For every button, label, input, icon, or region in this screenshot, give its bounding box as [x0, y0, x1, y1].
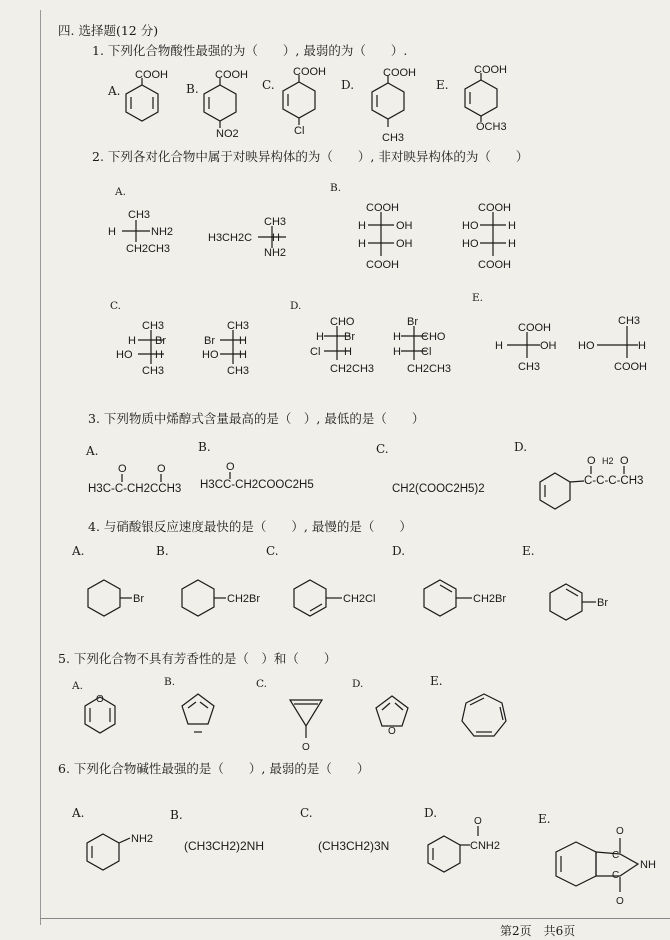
q2-d2-left-2: H — [393, 346, 401, 358]
q4-sub-c: CH2Cl — [343, 593, 376, 605]
svg-text:O: O — [616, 826, 624, 837]
q3-option-b: B. — [198, 440, 211, 454]
q2-e2-left: HO — [578, 340, 595, 352]
q2-option-e: E. — [472, 292, 484, 304]
q2-option-d: D. — [290, 300, 302, 312]
q5-cyclopropenone-ring — [290, 700, 322, 738]
question-2-text: 2. 下列各对化合物中属于对映异构体的为（ ）, 非对映异构体的为（ ） — [92, 149, 529, 164]
q2-d1-right-1: Br — [344, 331, 355, 343]
question-3-text: 3. 下列物质中烯醇式含量最高的是（ ）, 最低的是（ ） — [88, 411, 425, 426]
q6-phthalimide — [556, 838, 638, 892]
q2-e1-bottom: CH3 — [518, 361, 541, 373]
q6-formula-a: NH2 — [131, 833, 154, 845]
q2-b2-left-2: HO — [462, 238, 479, 250]
svg-text:O: O — [620, 455, 629, 467]
q3-benzene-ring — [540, 473, 584, 509]
q2-e2-bottom: COOH — [614, 361, 647, 373]
q1-option-b: B. — [186, 82, 199, 96]
q1-a-sub: COOH — [135, 69, 168, 81]
q4-sub-d: CH2Br — [473, 593, 507, 605]
svg-text:C: C — [612, 850, 620, 861]
q2-b2-right-2: H — [508, 238, 516, 250]
q2-e2-fischer — [597, 326, 638, 358]
svg-text:O: O — [226, 461, 235, 473]
q2-option-c: C. — [110, 300, 121, 312]
q2-c1-bottom: CH3 — [142, 365, 165, 377]
q3-option-a: A. — [86, 444, 99, 458]
q2-e2-right: H — [638, 340, 646, 352]
q6-formula-c: (CH3CH2)3N — [318, 839, 390, 853]
svg-text:H2: H2 — [602, 456, 614, 466]
q1-ring-a — [126, 78, 158, 121]
svg-text:O: O — [388, 726, 396, 737]
q1-c-sub-top: COOH — [293, 66, 326, 78]
q2-c2-bottom: CH3 — [227, 365, 250, 377]
q1-b-sub-top: COOH — [215, 69, 248, 81]
q5-cyclopentadienide-ring — [182, 694, 214, 732]
q2-c2-right-1: H — [239, 335, 247, 347]
q5-option-d: D. — [352, 678, 364, 690]
q2-b1-left-2: H — [358, 238, 366, 250]
q2-b1-fischer — [368, 212, 394, 256]
q2-d1-top: CHO — [330, 316, 355, 328]
q2-b1-right-2: OH — [396, 238, 413, 250]
q2-b2-fischer — [480, 212, 506, 256]
q2-a2-left: H3CH2C — [208, 232, 253, 244]
q2-e1-left: H — [495, 340, 503, 352]
q6-option-e: E. — [538, 812, 551, 826]
q2-b2-left-1: HO — [462, 220, 479, 232]
svg-text:O: O — [157, 463, 166, 475]
q2-b1-bottom: COOH — [366, 259, 399, 271]
q6-formula-b: (CH3CH2)2NH — [184, 839, 265, 853]
q2-d2-right-2: Cl — [421, 346, 432, 358]
q2-c2-left-2: HO — [202, 349, 219, 361]
svg-text:O: O — [118, 463, 127, 475]
q6-option-d: D. — [424, 806, 438, 820]
q4-sub-b: CH2Br — [227, 593, 261, 605]
q2-c1-left-2: HO — [116, 349, 133, 361]
q5-option-b: B. — [164, 676, 176, 688]
q3-formula-a: H3C-C-CH2CCH3 — [88, 483, 182, 495]
q3-option-c: C. — [376, 442, 389, 456]
q2-d1-right-2: H — [344, 346, 352, 358]
q1-option-e: E. — [436, 78, 449, 92]
svg-text:C: C — [612, 870, 620, 881]
page-number: 第2页 共6页 — [500, 924, 576, 938]
q5-cycloheptatriene-ring — [462, 694, 506, 736]
svg-text:O: O — [474, 816, 482, 827]
q1-e-sub-top: COOH — [474, 64, 507, 76]
q3-formula-b: H3CC-CH2COOC2H5 — [200, 479, 314, 491]
svg-text:O: O — [96, 694, 104, 705]
q5-furan-ring — [376, 696, 408, 726]
question-6-text: 6. 下列化合物碱性最强的是（ ）, 最弱的是（ ） — [58, 761, 370, 776]
q5-option-a: A. — [72, 680, 83, 692]
q2-b1-top: COOH — [366, 202, 399, 214]
q2-c1-top: CH3 — [142, 320, 165, 332]
q1-d-sub-top: COOH — [383, 67, 416, 79]
q1-option-d: D. — [341, 78, 355, 92]
question-4-text: 4. 与硝酸银反应速度最快的是（ ）, 最慢的是（ ） — [88, 519, 412, 534]
q2-a1-right: NH2 — [151, 226, 174, 238]
q2-d1-left-2: Cl — [310, 346, 321, 358]
q3-carbonyl-marks — [118, 455, 629, 482]
q4-ring-a — [88, 580, 132, 616]
q2-c1-left-1: H — [128, 335, 136, 347]
q2-a1-bottom: CH2CH3 — [126, 243, 171, 255]
q1-b-sub-bottom: NO2 — [216, 128, 239, 140]
svg-text:O: O — [302, 742, 310, 753]
q1-ring-e — [465, 73, 497, 122]
q2-c1-right-1: Br — [155, 335, 166, 347]
q4-sub-e: Br — [597, 597, 608, 609]
q2-e1-fischer — [507, 332, 540, 358]
q4-option-e: E. — [522, 544, 535, 558]
q2-c2-left-1: Br — [204, 335, 215, 347]
q2-a1-top: CH3 — [128, 209, 151, 221]
q2-a1-left: H — [108, 226, 116, 238]
q4-ring-d — [424, 580, 472, 616]
q2-c1-right-2: H — [155, 349, 163, 361]
q2-b2-right-1: H — [508, 220, 516, 232]
q1-ring-d — [372, 76, 404, 127]
q2-d2-top: Br — [407, 316, 418, 328]
q5-option-e: E. — [430, 674, 443, 688]
q4-option-b: B. — [156, 544, 169, 558]
q2-a2-right: H — [272, 232, 280, 244]
q4-option-c: C. — [266, 544, 279, 558]
footer-rule — [40, 918, 670, 919]
q2-b2-top: COOH — [478, 202, 511, 214]
q1-e-sub-bottom: OCH3 — [476, 121, 507, 133]
q2-a2-bottom: NH2 — [264, 247, 287, 259]
q6-aniline-ring — [87, 834, 130, 870]
section-title: 四. 选择题(12 分) — [58, 23, 159, 38]
q5-option-c: C. — [256, 678, 267, 690]
q6-option-a: A. — [72, 806, 85, 820]
q2-e2-top: CH3 — [618, 315, 641, 327]
q6-option-b: B. — [170, 808, 183, 822]
q2-b2-bottom: COOH — [478, 259, 511, 271]
q2-d1-left-1: H — [316, 331, 324, 343]
q1-ring-c — [283, 75, 315, 125]
q2-c2-top: CH3 — [227, 320, 250, 332]
q2-d1-bottom: CH2CH3 — [330, 363, 375, 375]
question-1-text: 1. 下列化合物酸性最强的为（ ）, 最弱的为（ ）. — [92, 43, 408, 58]
q2-b1-right-1: OH — [396, 220, 413, 232]
q2-e1-right: OH — [540, 340, 557, 352]
q3-formula-d: C-C-C-CH3 — [584, 475, 644, 487]
q2-a1-fischer — [122, 220, 150, 242]
q3-option-d: D. — [514, 440, 528, 454]
q4-ring-e — [550, 584, 596, 620]
q4-option-d: D. — [392, 544, 406, 558]
q1-option-c: C. — [262, 78, 275, 92]
q1-c-sub-bottom: Cl — [294, 125, 305, 137]
q1-d-sub-bottom: CH3 — [382, 132, 405, 144]
q2-option-a: A. — [115, 186, 126, 198]
svg-text:O: O — [587, 455, 596, 467]
q2-d2-bottom: CH2CH3 — [407, 363, 452, 375]
q2-d2-right-1: CHO — [421, 331, 446, 343]
q4-ring-c — [294, 580, 342, 616]
q4-sub-a: Br — [133, 593, 144, 605]
q2-c2-right-2: H — [239, 349, 247, 361]
q2-option-b: B. — [330, 182, 342, 194]
q3-formula-c: CH2(COOC2H5)2 — [392, 483, 485, 495]
q6-formula-e: NH — [640, 859, 656, 871]
q2-e1-top: COOH — [518, 322, 551, 334]
q1-ring-b — [204, 78, 236, 128]
q1-option-a: A. — [108, 84, 121, 98]
q6-option-c: C. — [300, 806, 313, 820]
q4-ring-b — [182, 580, 226, 616]
svg-text:O: O — [616, 896, 624, 907]
q4-option-a: A. — [72, 544, 85, 558]
q6-formula-d: CNH2 — [470, 840, 500, 852]
q2-b1-left-1: H — [358, 220, 366, 232]
q2-d2-left-1: H — [393, 331, 401, 343]
q2-a2-top: CH3 — [264, 216, 287, 228]
question-5-text: 5. 下列化合物不具有芳香性的是（ ）和（ ） — [58, 651, 337, 666]
